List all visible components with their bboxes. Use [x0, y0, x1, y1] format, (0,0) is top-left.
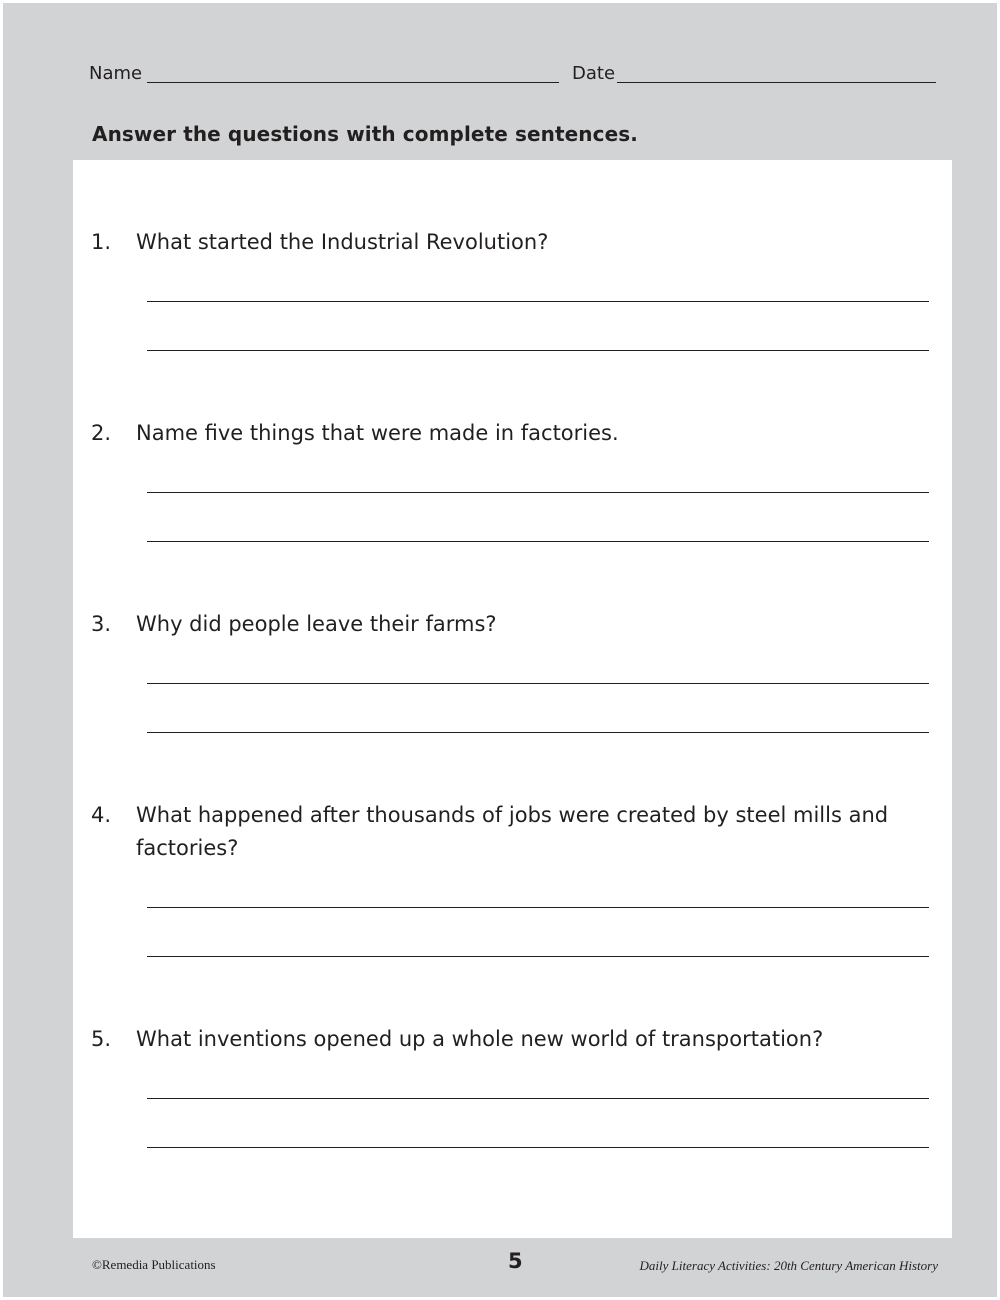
question-text: What started the Industrial Revolution?: [136, 230, 549, 254]
answer-line[interactable]: [147, 350, 929, 351]
question-text: What inventions opened up a whole new world of transportation?: [136, 1027, 824, 1051]
question-text: Why did people leave their farms?: [136, 612, 497, 636]
question-number: 4.: [91, 803, 112, 827]
worksheet-page: [3, 3, 997, 1297]
question-text: What happened after thousands of jobs were created by steel mills and factories?: [136, 803, 889, 860]
answer-line[interactable]: [147, 1098, 929, 1099]
answer-line[interactable]: [147, 1147, 929, 1148]
name-label: Name: [89, 63, 143, 84]
answer-line[interactable]: [147, 301, 929, 302]
name-blank-line[interactable]: [147, 82, 559, 83]
answer-line[interactable]: [147, 907, 929, 908]
instructions-heading: Answer the questions with complete sentences.: [92, 122, 638, 146]
publisher-credit: ©Remedia Publications: [92, 1257, 216, 1272]
date-label: Date: [572, 63, 616, 84]
questions-panel: [73, 160, 952, 1238]
answer-line[interactable]: [147, 683, 929, 684]
answer-line[interactable]: [147, 492, 929, 493]
page-number: 5: [508, 1249, 523, 1273]
date-blank-line[interactable]: [617, 82, 936, 83]
book-title: Daily Literacy Activities: 20th Century American History: [639, 1258, 938, 1273]
question-number: 1.: [91, 230, 112, 254]
question-number: 3.: [91, 612, 112, 636]
answer-line[interactable]: [147, 732, 929, 733]
question-number: 2.: [91, 421, 112, 445]
answer-line[interactable]: [147, 956, 929, 957]
answer-line[interactable]: [147, 541, 929, 542]
question-text: Name five things that were made in factories.: [136, 421, 619, 445]
question-number: 5.: [91, 1027, 112, 1051]
